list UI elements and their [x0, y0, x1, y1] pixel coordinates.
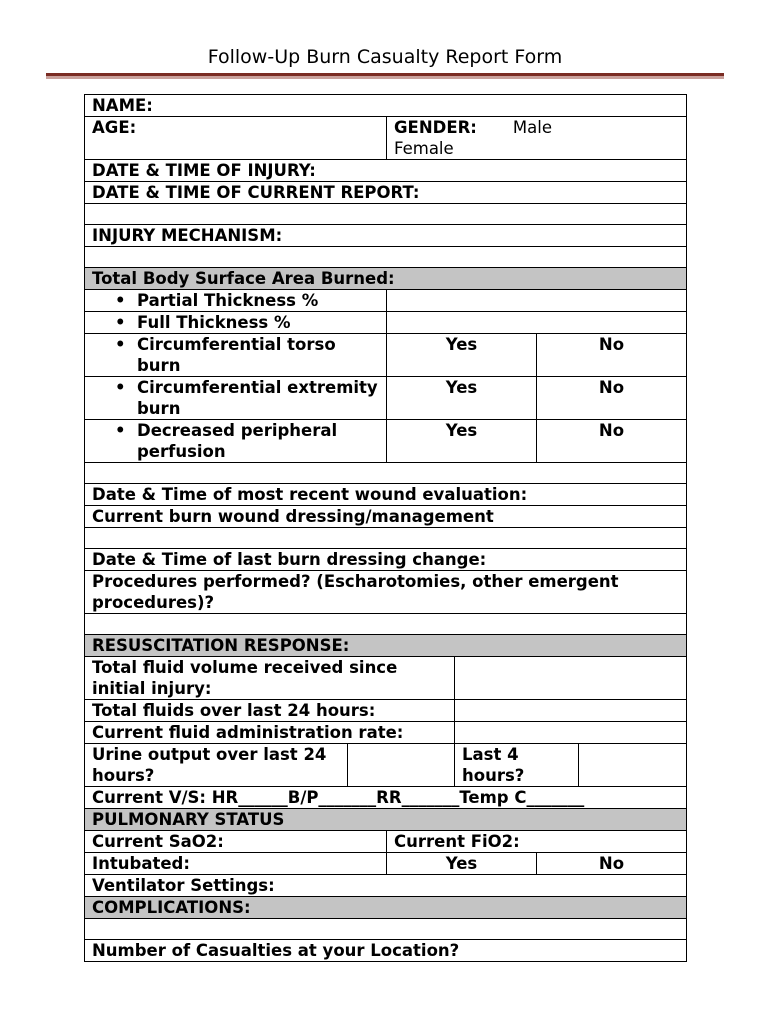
- sao2-fio2-row: [85, 830, 686, 852]
- complications-heading: COMPLICATIONS:: [92, 898, 251, 917]
- total-fluid-input[interactable]: [454, 657, 686, 699]
- circ-torso-label: • Circumferential torso burn: [85, 334, 386, 376]
- total-fluid-label: Total fluid volume received since initial injury:: [92, 658, 398, 698]
- fluids-24-input[interactable]: [454, 700, 686, 721]
- fio2-field[interactable]: Current FiO2:: [386, 831, 686, 852]
- circ-torso-no[interactable]: No: [536, 334, 686, 376]
- last-dressing-row: [85, 548, 686, 570]
- gender-option-male[interactable]: Male: [512, 118, 552, 137]
- full-thickness-row: [85, 311, 686, 333]
- date-injury-row: [85, 159, 686, 181]
- wound-dressing-field[interactable]: Current burn wound dressing/management: [92, 507, 494, 526]
- ventilator-field[interactable]: Ventilator Settings:: [92, 876, 275, 895]
- date-report-field[interactable]: DATE & TIME OF CURRENT REPORT:: [92, 183, 420, 202]
- pulmonary-heading: PULMONARY STATUS: [92, 810, 285, 829]
- perfusion-no[interactable]: No: [536, 420, 686, 462]
- spacer-row: [85, 246, 686, 267]
- full-thickness-label: • Full Thickness %: [85, 312, 386, 333]
- age-field[interactable]: AGE:: [92, 118, 137, 137]
- partial-thickness-label: • Partial Thickness %: [85, 290, 386, 311]
- tbsa-header-row: [85, 267, 686, 289]
- urine-last4-input[interactable]: [578, 744, 686, 786]
- partial-thickness-input[interactable]: [386, 290, 686, 311]
- injury-mechanism-field[interactable]: INJURY MECHANISM:: [92, 226, 283, 245]
- casualties-row: [85, 939, 686, 961]
- circ-torso-yes[interactable]: Yes: [386, 334, 536, 376]
- tbsa-heading: Total Body Surface Area Burned:: [92, 269, 395, 288]
- perfusion-label: • Decreased peripheral perfusion: [85, 420, 386, 462]
- procedures-row: [85, 570, 686, 613]
- perfusion-row: [85, 419, 686, 462]
- resuscitation-heading: RESUSCITATION RESPONSE:: [92, 636, 350, 655]
- fluid-rate-input[interactable]: [454, 722, 686, 743]
- date-report-row: [85, 181, 686, 203]
- procedures-field[interactable]: Procedures performed? (Escharotomies, other emergent procedures)?: [92, 572, 619, 612]
- intubated-no[interactable]: No: [536, 853, 686, 874]
- circ-extremity-no[interactable]: No: [536, 377, 686, 419]
- spacer-row: [85, 203, 686, 224]
- gender-field[interactable]: [386, 117, 686, 159]
- intubated-yes[interactable]: Yes: [386, 853, 536, 874]
- casualties-field[interactable]: Number of Casualties at your Location?: [92, 941, 460, 960]
- spacer-row: [85, 918, 686, 939]
- wound-dressing-row: [85, 505, 686, 527]
- name-row: [85, 95, 686, 116]
- full-thickness-input[interactable]: [386, 312, 686, 333]
- total-fluid-row: [85, 656, 686, 699]
- burn-report-table: [84, 94, 687, 962]
- title-rule-shadow: [46, 76, 724, 79]
- sao2-field[interactable]: Current SaO2:: [92, 832, 224, 851]
- intubated-label: Intubated:: [92, 854, 190, 873]
- complications-header-row: [85, 896, 686, 918]
- urine-24-input[interactable]: [347, 744, 454, 786]
- injury-mechanism-row: [85, 224, 686, 246]
- fluid-rate-row: [85, 721, 686, 743]
- fluids-24-label: Total fluids over last 24 hours:: [92, 701, 376, 720]
- wound-eval-row: [85, 483, 686, 505]
- ventilator-row: [85, 874, 686, 896]
- circ-torso-row: [85, 333, 686, 376]
- perfusion-yes[interactable]: Yes: [386, 420, 536, 462]
- vitals-row: [85, 786, 686, 808]
- intubated-row: [85, 852, 686, 874]
- circ-extremity-row: [85, 376, 686, 419]
- pulmonary-header-row: [85, 808, 686, 830]
- urine-output-row: [85, 743, 686, 786]
- gender-label: GENDER:: [394, 118, 477, 137]
- spacer-row: [85, 527, 686, 548]
- spacer-row: [85, 462, 686, 483]
- fluids-24-row: [85, 699, 686, 721]
- resuscitation-header-row: [85, 634, 686, 656]
- circ-extremity-yes[interactable]: Yes: [386, 377, 536, 419]
- spacer-row: [85, 613, 686, 634]
- date-injury-field[interactable]: DATE & TIME OF INJURY:: [92, 161, 316, 180]
- age-gender-row: [85, 116, 686, 159]
- vitals-field[interactable]: Current V/S: HR______B/P_______RR_______Temp C_______: [92, 788, 585, 807]
- circ-extremity-label: • Circumferential extremity burn: [85, 377, 386, 419]
- gender-option-female[interactable]: Female: [394, 139, 454, 158]
- partial-thickness-row: [85, 289, 686, 311]
- fluid-rate-label: Current fluid administration rate:: [92, 723, 404, 742]
- urine-last4-label: Last 4 hours?: [454, 744, 578, 786]
- wound-eval-field[interactable]: Date & Time of most recent wound evaluation:: [92, 485, 528, 504]
- name-field[interactable]: NAME:: [92, 96, 153, 115]
- urine-24-label: Urine output over last 24 hours?: [92, 745, 327, 785]
- form-title: Follow-Up Burn Casualty Report Form: [207, 46, 563, 68]
- last-dressing-field[interactable]: Date & Time of last burn dressing change:: [92, 550, 487, 569]
